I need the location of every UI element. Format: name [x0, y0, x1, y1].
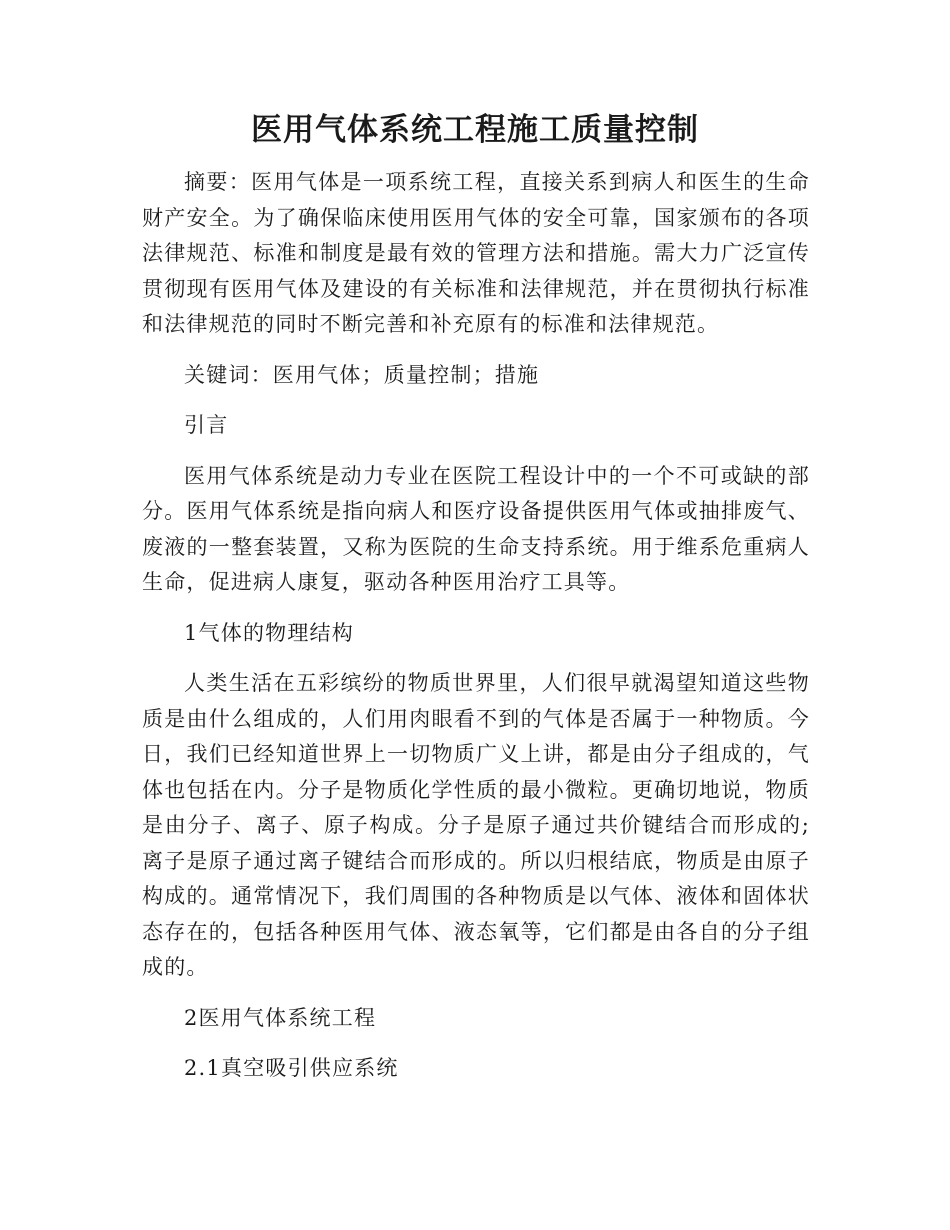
- section-1-paragraph: 人类生活在五彩缤纷的物质世界里，人们很早就渴望知道这些物质是由什么组成的，人们用肉眼看不到的气体是否属于一种物质。今日，我们已经知道世界上一切物质广义上讲，都是由分子组成的，气体也包括在内。分子是物质化学性质的最小微粒。更确切地说，物质是由分子、离子、原子构成。分子是原子通过共价键结合而形成的;离子是原子通过离子键结合而形成的。所以归根结底，物质是由原子构成的。通常情况下，我们周围的各种物质是以气体、液体和固体状态存在的，包括各种医用气体、液态氧等，它们都是由各自的分子组成的。: [142, 671, 810, 979]
- document-title: 医用气体系统工程施工质量控制: [251, 112, 699, 148]
- document-body: [142, 165, 810, 1087]
- subsection-heading-2-1: 2.1真空吸引供应系统: [184, 1056, 399, 1080]
- section-heading-introduction: 引言: [184, 413, 229, 437]
- abstract-paragraph: 摘要：医用气体是一项系统工程，直接关系到病人和医生的生命财产安全。为了确保临床使用医用气体的安全可靠，国家颁布的各项法律规范、标准和制度是最有效的管理方法和措施。需大力广泛宣传贯彻现有医用气体及建设的有关标准和法律规范，并在贯彻执行标准和法律规范的同时不断完善和补充原有的标准和法律规范。: [142, 170, 810, 336]
- keywords-line: 关键词：医用气体；质量控制；措施: [184, 362, 540, 387]
- section-heading-1: 1气体的物理结构: [184, 620, 354, 645]
- section-heading-2: 2医用气体系统工程: [184, 1005, 377, 1030]
- introduction-paragraph: 医用气体系统是动力专业在医院工程设计中的一个不可或缺的部分。医用气体系统是指向病人和医疗设备提供医用气体或抽排废气、废液的一整套装置，又称为医院的生命支持系统。用于维系危重病人生命，促进病人康复，驱动各种医用治疗工具等。: [142, 463, 810, 594]
